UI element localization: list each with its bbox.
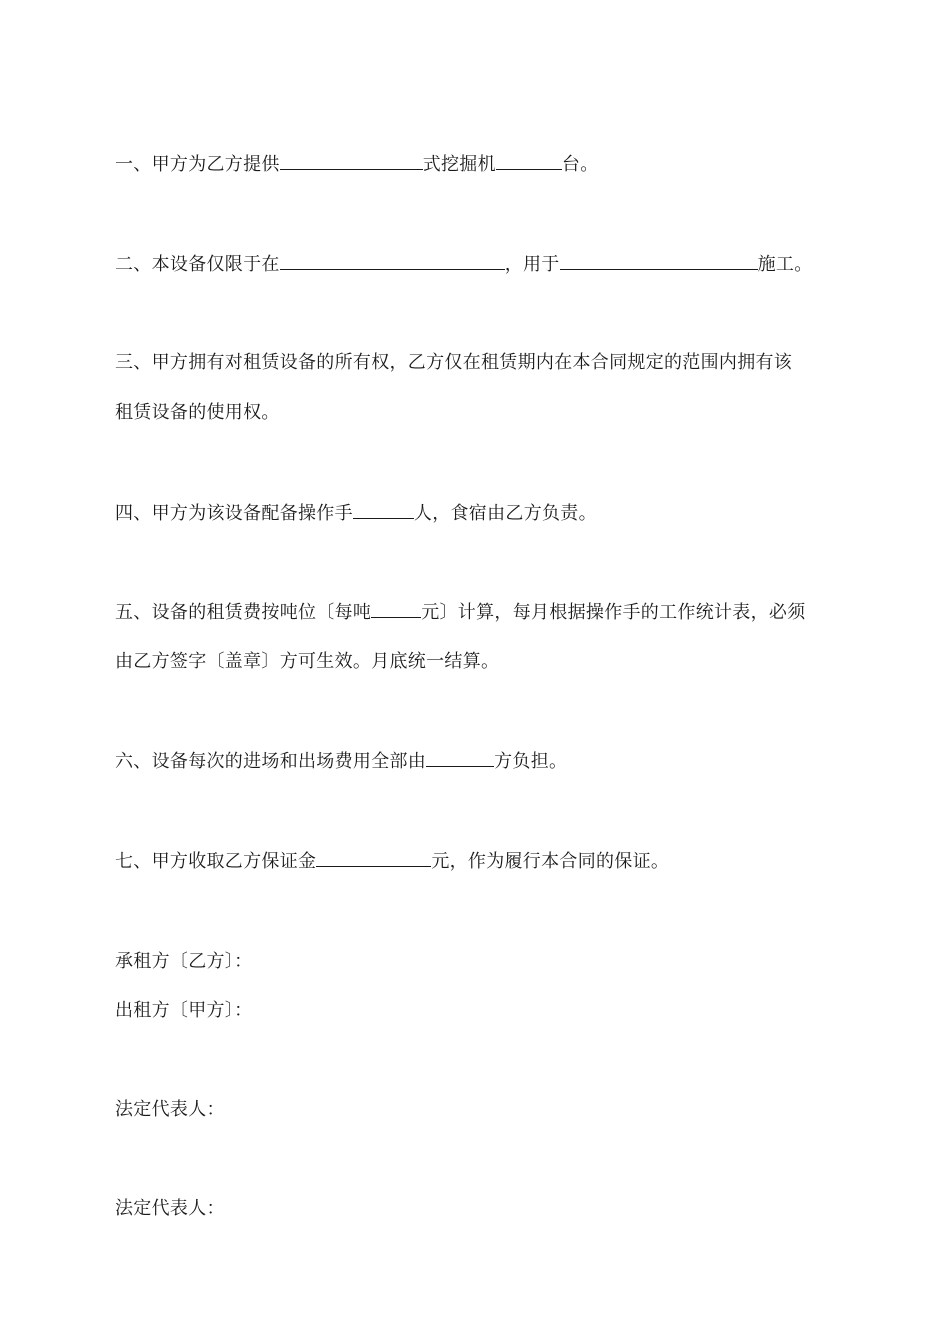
clause-5-text-a: 五、设备的租赁费按吨位〔每吨 bbox=[115, 602, 372, 623]
clause-6 bbox=[115, 749, 840, 774]
clause-7-text-b: 元，作为履行本合同的保证。 bbox=[431, 851, 670, 872]
blank-purpose[interactable] bbox=[560, 252, 758, 270]
clause-7 bbox=[115, 849, 840, 874]
blank-excavator-count[interactable] bbox=[496, 152, 562, 170]
blank-deposit-amount[interactable] bbox=[316, 849, 431, 867]
clause-2-text-a: 二、本设备仅限于在 bbox=[115, 254, 280, 275]
blank-operator-count[interactable] bbox=[353, 501, 414, 519]
clause-4-text-a: 四、甲方为该设备配备操作手 bbox=[115, 503, 353, 524]
clause-1 bbox=[115, 152, 840, 177]
legal-rep-label-1: 法定代表人： bbox=[115, 1099, 225, 1120]
lessee-label: 承租方〔乙方〕： bbox=[115, 951, 253, 972]
clause-5-line-1 bbox=[115, 600, 840, 625]
clause-1-text-b: 式挖掘机 bbox=[422, 154, 496, 175]
clause-3-line-1: 三、甲方拥有对租赁设备的所有权，乙方仅在租赁期内在本合同规定的范围内拥有该 bbox=[115, 352, 793, 373]
lessor-label: 出租方〔甲方〕： bbox=[115, 1000, 253, 1021]
blank-rate-per-ton[interactable] bbox=[371, 600, 421, 618]
clause-5-text-b: 元〕计算，每月根据操作手的工作统计表，必须 bbox=[421, 602, 806, 623]
clause-4 bbox=[115, 501, 840, 526]
legal-rep-label-2: 法定代表人： bbox=[115, 1198, 225, 1219]
clause-1-text-a: 一、甲方为乙方提供 bbox=[115, 154, 280, 175]
blank-excavator-type[interactable] bbox=[280, 152, 423, 170]
blank-fee-party[interactable] bbox=[426, 749, 494, 767]
clause-6-text-a: 六、设备每次的进场和出场费用全部由 bbox=[115, 751, 427, 772]
clause-2 bbox=[115, 252, 840, 277]
clause-2-text-b: ，用于 bbox=[504, 254, 560, 275]
clause-1-text-c: 台。 bbox=[561, 154, 599, 175]
clause-6-text-b: 方负担。 bbox=[494, 751, 568, 772]
clause-5-line-2: 由乙方签字〔盖章〕方可生效。月底统一结算。 bbox=[115, 651, 500, 672]
clause-7-text-a: 七、甲方收取乙方保证金 bbox=[115, 851, 317, 872]
clause-4-text-b: 人，食宿由乙方负责。 bbox=[413, 503, 597, 524]
clause-2-text-c: 施工。 bbox=[757, 254, 813, 275]
blank-location[interactable] bbox=[280, 252, 505, 270]
clause-3-line-2: 租赁设备的使用权。 bbox=[115, 402, 280, 423]
